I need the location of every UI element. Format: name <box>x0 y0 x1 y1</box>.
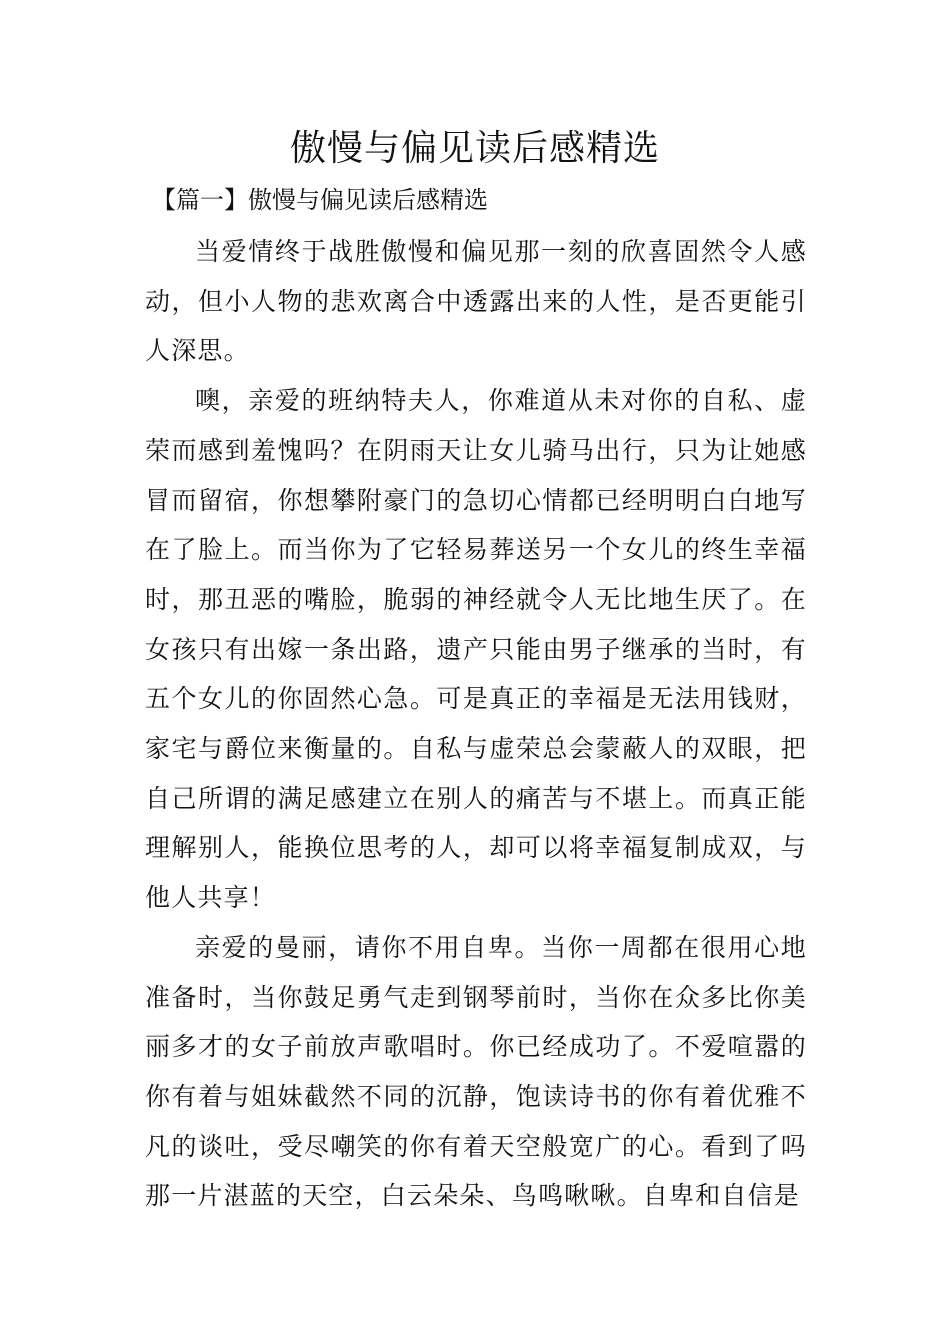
paragraph-3: 亲爱的曼丽，请你不用自卑。当你一周都在很用心地准备时，当你鼓足勇气走到钢琴前时，当你在众多比你美丽多才的女子前放声歌唱时。你已经成功了。不爱喧嚣的你有着与姐妹截然不同的沉静，饱读诗书的你有着优雅不凡的谈吐，受尽嘲笑的你有着天空般宽广的心。看到了吗那一片湛蓝的天空，白云朵朵、鸟鸣啾啾。自卑和自信是 <box>145 932 807 1211</box>
section-heading: 【篇一】傲慢与偏见读后感精选 <box>152 186 488 214</box>
paragraph-2: 噢，亲爱的班纳特夫人，你难道从未对你的自私、虚荣而感到羞愧吗？在阴雨天让女儿骑马出行，只为让她感冒而留宿，你想攀附豪门的急切心情都已经明明白白地写在了脸上。而当你为了它轻易葬送另一个女儿的终生幸福时，那丑恶的嘴脸，脆弱的神经就令人无比地生厌了。在女孩只有出嫁一条出路，遗产只能由男子继承的当时，有五个女儿的你固然心急。可是真正的幸福是无法用钱财，家宅与爵位来衡量的。自私与虚荣总会蒙蔽人的双眼，把自己所谓的满足感建立在别人的痛苦与不堪上。而真正能理解别人，能换位思考的人，却可以将幸福复制成双，与他人共享！ <box>145 386 807 913</box>
document-title: 傲慢与偏见读后感精选 <box>289 128 660 169</box>
paragraph-1: 当爱情终于战胜傲慢和偏见那一刻的欣喜固然令人感动，但小人物的悲欢离合中透露出来的人性，是否更能引人深思。 <box>145 237 807 366</box>
body-text <box>145 227 807 1221</box>
